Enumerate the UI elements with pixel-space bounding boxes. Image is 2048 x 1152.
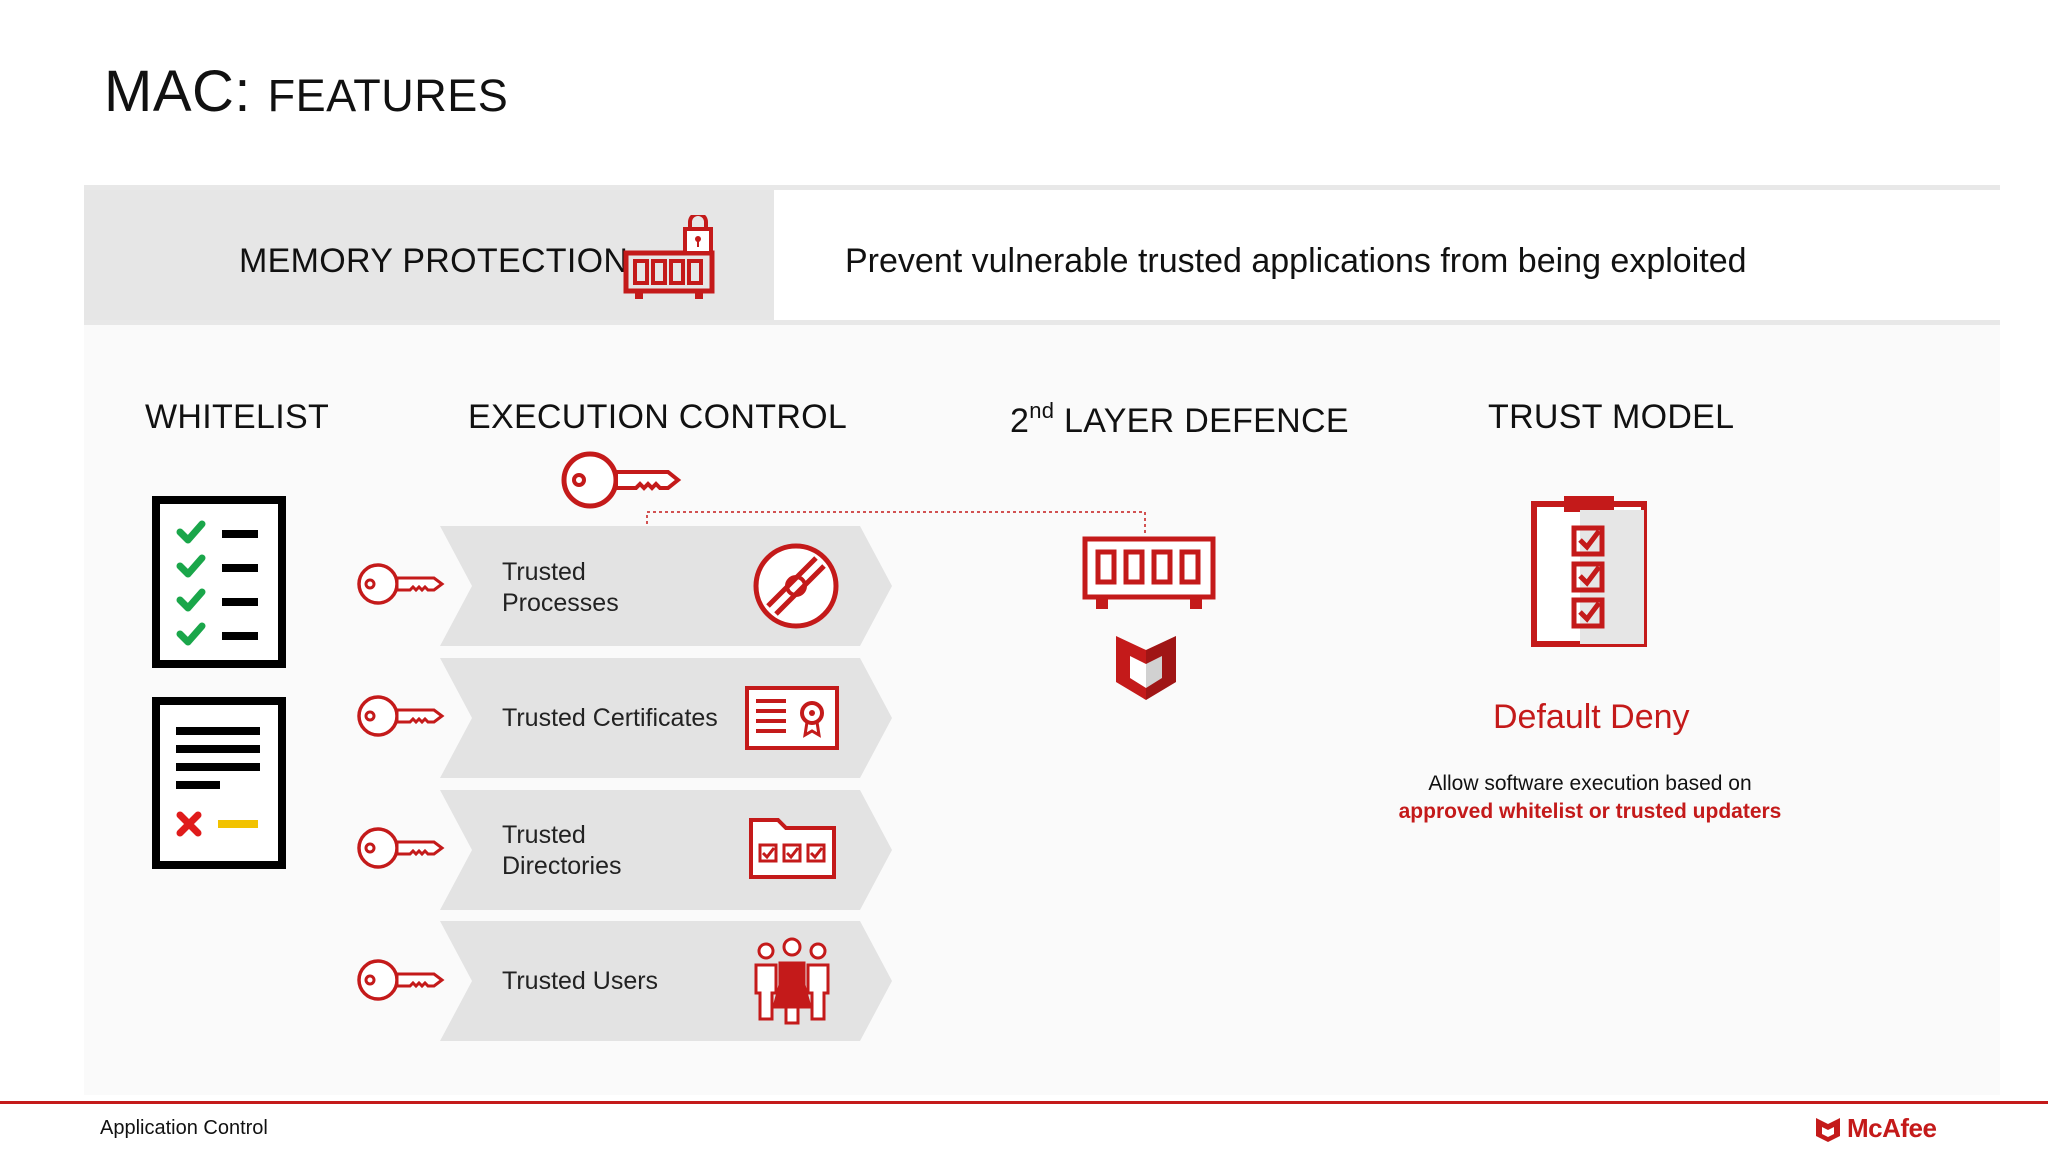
- small-key-icon: [356, 559, 446, 609]
- label-line1: Trusted: [502, 558, 586, 586]
- execution-control-heading: EXECUTION CONTROL: [468, 398, 848, 436]
- memory-protection-banner: [84, 185, 2000, 325]
- footer-divider: [0, 1101, 2048, 1104]
- key-icon: [560, 448, 685, 512]
- small-key-icon: [356, 955, 446, 1005]
- document-deny-icon: [152, 697, 286, 869]
- layer-defence-heading: [1010, 398, 1349, 441]
- deny-text-plain: Allow software execution based on: [1428, 772, 1752, 795]
- label-line1: Trusted Users: [502, 967, 659, 995]
- chevron-label: [502, 820, 621, 882]
- whitelist-heading: WHITELIST: [145, 398, 330, 436]
- banner-description: Prevent vulnerable trusted applications from being exploited: [845, 242, 1747, 280]
- small-key-icon: [356, 823, 446, 873]
- chevron-label: [502, 966, 658, 997]
- layer-superscript: nd: [1029, 398, 1055, 423]
- default-deny-title: Default Deny: [1493, 698, 1690, 736]
- label-line1: Trusted Certificates: [502, 704, 718, 732]
- ram-lock-icon: [621, 215, 721, 305]
- layer-rest: LAYER DEFENCE: [1054, 402, 1349, 440]
- mcafee-logo: [1815, 1113, 1936, 1144]
- label-line2: Directories: [502, 852, 622, 880]
- folder-icon: [748, 817, 838, 881]
- mcafee-shield-icon: [1112, 626, 1180, 702]
- checklist-icon: [152, 496, 286, 668]
- small-key-icon: [356, 691, 446, 741]
- mcafee-logo-icon: [1815, 1115, 1841, 1143]
- memory-chip-icon: [1082, 536, 1216, 616]
- footer-label: Application Control: [100, 1117, 268, 1139]
- label-line1: Trusted: [502, 821, 586, 849]
- chevron-label: [502, 703, 718, 734]
- title-small: FEATURES: [267, 70, 509, 121]
- default-deny-description: [1390, 770, 1790, 826]
- users-icon: [752, 935, 832, 1027]
- chevron-label: [502, 557, 619, 619]
- memory-protection-label: MEMORY PROTECTION: [239, 242, 629, 280]
- title-main: MAC:: [104, 59, 251, 124]
- trust-model-heading: TRUST MODEL: [1488, 398, 1735, 436]
- label-line2: Processes: [502, 589, 619, 617]
- disc-icon: [752, 542, 840, 630]
- deny-text-bold: approved whitelist or trusted updaters: [1398, 800, 1782, 823]
- mcafee-logo-text: McAfee: [1847, 1113, 1937, 1143]
- certificate-icon: [744, 685, 840, 751]
- slide-title: [104, 58, 508, 125]
- layer-prefix: 2: [1010, 402, 1030, 440]
- clipboard-icon: [1530, 494, 1648, 650]
